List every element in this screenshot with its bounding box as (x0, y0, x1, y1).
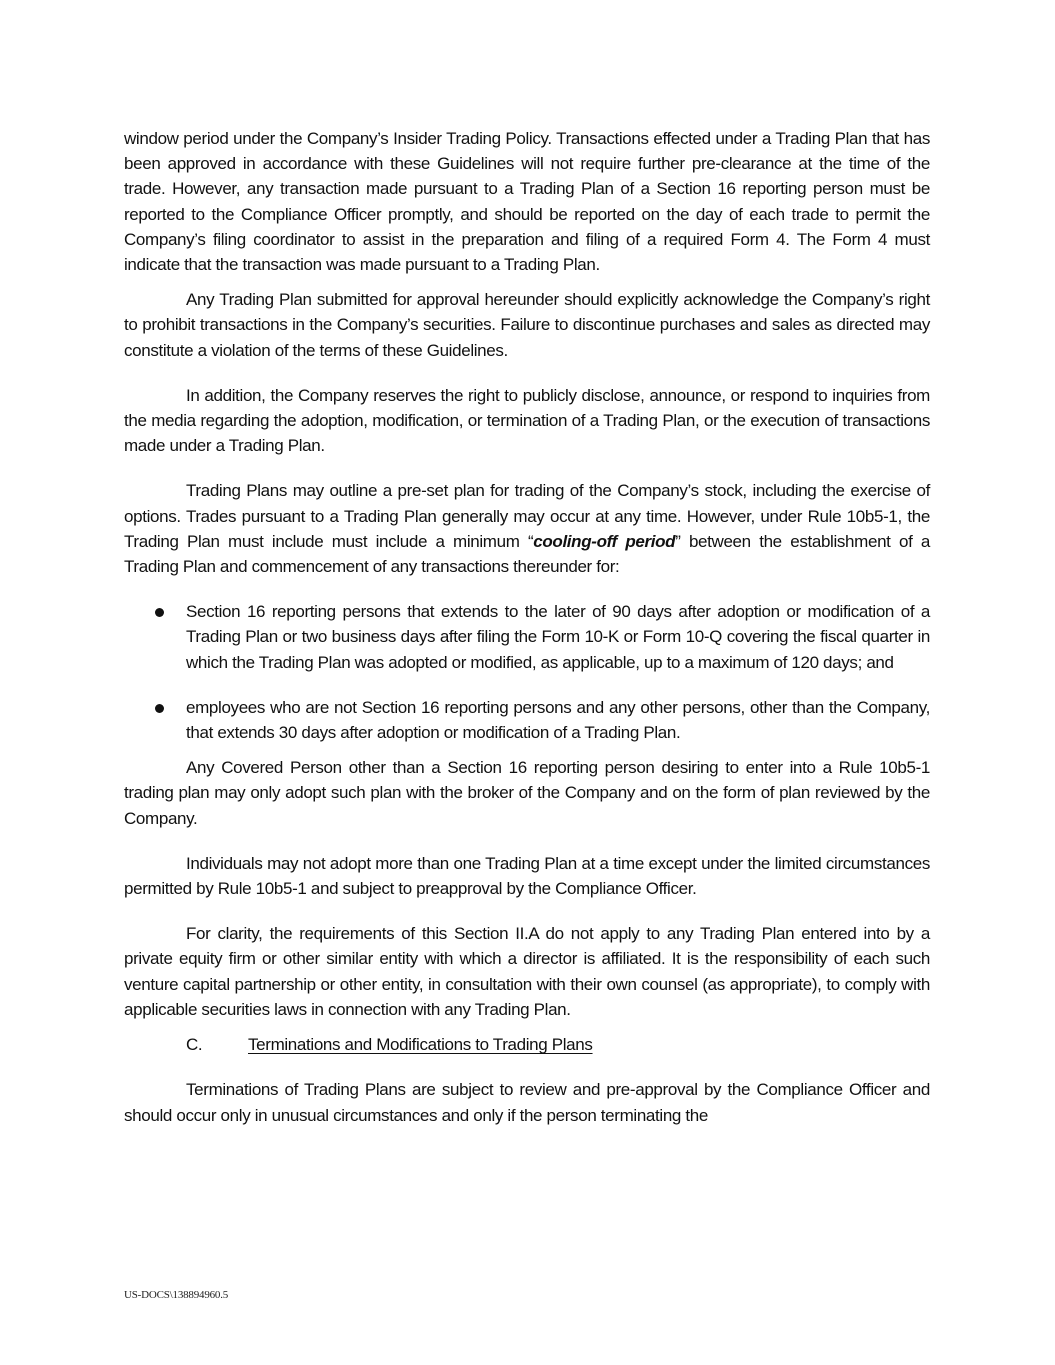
section-heading (186, 1032, 930, 1057)
footer-document-id: US-DOCS\138894960.5 (124, 1289, 229, 1301)
cooling-off-text-after: ” between the establishment of a Trading Plan and commencement of any transactions thereunder for: (124, 531, 930, 577)
paragraph-one-plan-limit: Individuals may not adopt more than one Trading Plan at a time except under the limited circumstances permitted by Rule 10b5-1 and subject to preapproval by the Compliance Officer. (124, 853, 930, 899)
bullet-icon (155, 608, 164, 617)
section-number: C. (186, 1035, 203, 1055)
bullet-text: Section 16 reporting persons that extends to the later of 90 days after adoption or modification of a Trading Plan or two business days after filing the Form 10-K or Form 10-Q covering the fiscal quarter in which the Trading Plan was adopted or modified, as applicable, up to a maximum of 120 days; and (186, 602, 930, 672)
bullet-icon (155, 704, 164, 713)
paragraph-private-equity: For clarity, the requirements of this Section II.A do not apply to any Trading Plan entered into by a private equity firm or other similar entity with which a director is affiliated. It is the responsibility of each such venture capital partnership or other entity, in consultation with their own counsel (as appropriate), to comply with applicable securities laws in connection with any Trading Plan. (124, 924, 930, 1019)
paragraph-public-disclosure: In addition, the Company reserves the right to publicly disclose, announce, or respond to inquiries from the media regarding the adoption, modification, or termination of a Trading Plan, or the execution of transactions made under a Trading Plan. (124, 385, 930, 456)
cooling-off-period-term: cooling-off period (533, 531, 676, 551)
document-page (124, 126, 930, 1128)
paragraph-acknowledge-right: Any Trading Plan submitted for approval hereunder should explicitly acknowledge the Company’s right to prohibit transactions in the Company’s securities. Failure to discontinue purchases and sales as directed may constitute a violation of the terms of these Guidelines. (124, 290, 930, 360)
list-item (124, 599, 930, 675)
section-title: Terminations and Modifications to Trading Plans (248, 1035, 593, 1055)
paragraph-trading-plan-reporting: window period under the Company’s Insider Trading Policy. Transactions effected under a Trading Plan that has been approved in accordance with these Guidelines will not require further pre-clearance at the time of the trade. However, any transaction made pursuant to a Trading Plan of a Section 16 reporting person must be reported to the Compliance Officer promptly, and should be reported on the day of each trade to permit the Company’s filing coordinator to assist in the preparation and filing of a required Form 4. The Form 4 must indicate that the transaction was made pursuant to a Trading Plan. (124, 129, 930, 275)
bullet-text: employees who are not Section 16 reporting persons and any other persons, other than the Company, that extends 30 days after adoption or modification of a Trading Plan. (186, 697, 930, 743)
cooling-off-text-before: Trading Plans may outline a pre-set plan for trading of the Company’s stock, including the exercise of options. Trades pursuant to a Trading Plan generally may occur at any time. However, under Rule 10b5-1, the Trading Plan must include must include a minimum “ (124, 481, 930, 551)
paragraph-covered-person: Any Covered Person other than a Section 16 reporting person desiring to enter into a Rule 10b5-1 trading plan may only adopt such plan with the broker of the Company and on the form of plan reviewed by the Company. (124, 758, 930, 828)
list-item (124, 695, 930, 745)
paragraph-terminations: Terminations of Trading Plans are subject to review and pre-approval by the Compliance Officer and should occur only in unusual circumstances and only if the person terminating the (124, 1080, 930, 1125)
cooling-off-bullet-list (124, 599, 930, 745)
paragraph-cooling-off (124, 478, 930, 579)
